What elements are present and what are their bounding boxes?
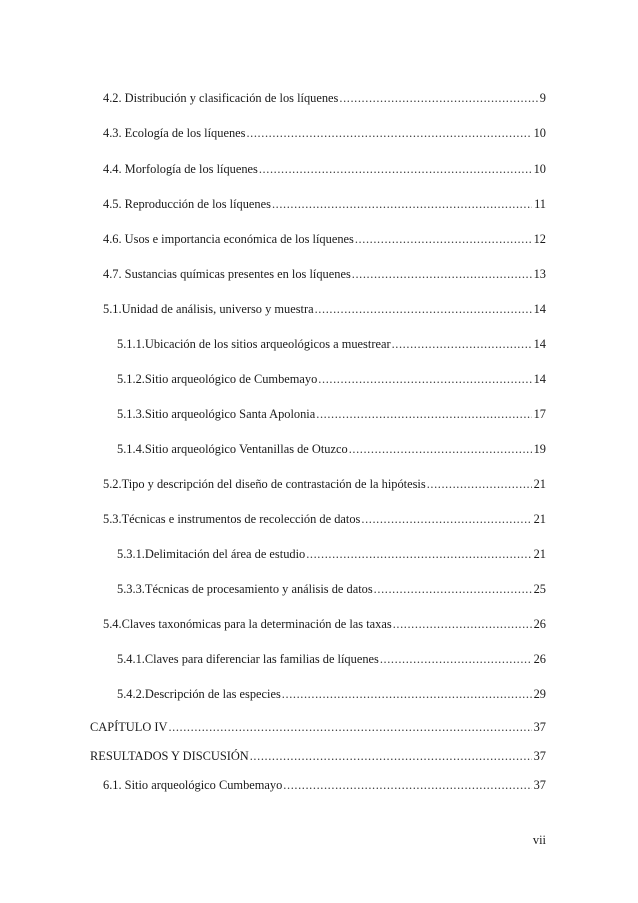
toc-entry-page: 13 [533, 267, 546, 281]
toc-dot-leader [318, 370, 531, 388]
toc-entry-page: 29 [533, 687, 546, 701]
toc-entry-page: 37 [533, 778, 546, 792]
toc-dot-leader [316, 405, 531, 423]
toc-entry-title: RESULTADOS Y DISCUSIÓN [90, 749, 249, 763]
toc-dot-leader [339, 89, 537, 107]
toc-dot-leader [250, 747, 532, 765]
toc-entry-5-3-1 [117, 545, 546, 563]
toc-entry-4-5 [103, 195, 546, 213]
toc-dot-leader [355, 230, 532, 248]
toc-entry-page: 14 [533, 372, 546, 386]
toc-entry-page: 21 [533, 477, 546, 491]
toc-dot-leader [315, 300, 532, 318]
toc-entry-5-1-2 [117, 370, 546, 388]
toc-entry-page: 11 [534, 197, 546, 211]
toc-entry-page: 26 [533, 652, 546, 666]
toc-entry-number: 5.1.2. [117, 372, 145, 386]
toc-entry-5-1 [103, 300, 546, 318]
toc-entry-title: Claves para diferenciar las familias de líquenes [144, 652, 379, 666]
toc-entry-title: Delimitación del área de estudio [144, 547, 306, 561]
toc-dot-leader [246, 124, 531, 142]
toc-entry-page: 21 [533, 547, 546, 561]
toc-entry-number: 5.1.4. [117, 442, 145, 456]
toc-entry-4-2 [103, 89, 546, 107]
toc-entry-5-1-4 [117, 440, 546, 458]
toc-dot-leader [282, 685, 532, 703]
toc-entry-page: 14 [533, 302, 546, 316]
toc-entry-title: CAPÍTULO IV [90, 720, 168, 734]
toc-entry-page: 12 [533, 232, 546, 246]
toc-entry-5-4 [103, 615, 546, 633]
toc-entry-4-6 [103, 230, 546, 248]
toc-entry-title: 4.3. Ecología de los líquenes [103, 126, 246, 140]
toc-entry-number: 5.3.1. [117, 547, 145, 561]
toc-dot-leader [392, 335, 532, 353]
toc-entry-page: 37 [533, 720, 546, 734]
toc-entry-title: 4.7. Sustancias químicas presentes en los líquenes [103, 267, 351, 281]
toc-entry-page: 19 [533, 442, 546, 456]
toc-entry-chapter-4 [90, 718, 546, 736]
toc-entry-number: 5.1.1. [117, 337, 145, 351]
toc-entry-5-2 [103, 475, 546, 493]
toc-entry-page: 17 [533, 407, 546, 421]
toc-dot-leader [393, 615, 532, 633]
toc-dot-leader [380, 650, 532, 668]
toc-dot-leader [283, 776, 531, 794]
toc-dot-leader [427, 475, 532, 493]
toc-entry-number: 5.4.2. [117, 687, 145, 701]
toc-entry-page: 10 [533, 126, 546, 140]
toc-dot-leader [259, 160, 532, 178]
toc-entry-number: 5.4. [103, 617, 122, 631]
page-number: vii [532, 833, 546, 847]
toc-entry-5-4-1 [117, 650, 546, 668]
toc-entry-title: 4.6. Usos e importancia económica de los líquenes [103, 232, 354, 246]
toc-entry-page: 37 [533, 749, 546, 763]
toc-entry-number: 5.2. [103, 477, 122, 491]
toc-entry-5-1-1 [117, 335, 546, 353]
toc-entry-results [90, 747, 546, 765]
toc-entry-5-4-2 [117, 685, 546, 703]
toc-entry-title: Unidad de análisis, universo y muestra [121, 302, 314, 316]
toc-entry-page: 14 [533, 337, 546, 351]
toc-entry-number: 5.3. [103, 512, 122, 526]
toc-entry-title: 4.4. Morfología de los líquenes [103, 162, 258, 176]
toc-entry-page: 21 [533, 512, 546, 526]
toc-entry-title: 4.2. Distribución y clasificación de los líquenes [103, 91, 339, 105]
toc-entry-5-1-3 [117, 405, 546, 423]
toc-entry-title: 6.1. Sitio arqueológico Cumbemayo [103, 778, 283, 792]
toc-entry-5-3-3 [117, 580, 546, 598]
toc-entry-number: 5.4.1. [117, 652, 145, 666]
toc-entry-page: 26 [533, 617, 546, 631]
toc-entry-title: Sitio arqueológico Santa Apolonia [144, 407, 316, 421]
toc-entry-title: Ubicación de los sitios arqueológicos a muestrear [144, 337, 391, 351]
toc-dot-leader [349, 440, 532, 458]
toc-entry-number: 5.1. [103, 302, 122, 316]
toc-entry-number: 5.1.3. [117, 407, 145, 421]
toc-entry-5-3 [103, 510, 546, 528]
toc-entry-page: 10 [533, 162, 546, 176]
toc-entry-title: Descripción de las especies [144, 687, 281, 701]
toc-dot-leader [272, 195, 532, 213]
toc-entry-page: 25 [533, 582, 546, 596]
toc-entry-page: 9 [539, 91, 546, 105]
toc-entry-title: Claves taxonómicas para la determinación de las taxas [121, 617, 392, 631]
toc-entry-4-7 [103, 265, 546, 283]
toc-dot-leader [352, 265, 532, 283]
toc-entry-title: Sitio arqueológico de Cumbemayo [144, 372, 318, 386]
toc-entry-4-3 [103, 124, 546, 142]
toc-dot-leader [374, 580, 532, 598]
toc-entry-title: Técnicas e instrumentos de recolección de datos [121, 512, 361, 526]
toc-entry-title: Tipo y descripción del diseño de contrastación de la hipótesis [121, 477, 426, 491]
toc-dot-leader [168, 718, 531, 736]
toc-dot-leader [361, 510, 531, 528]
toc-entry-4-4 [103, 160, 546, 178]
toc-entry-title: Sitio arqueológico Ventanillas de Otuzco [144, 442, 348, 456]
toc-entry-title: Técnicas de procesamiento y análisis de datos [144, 582, 373, 596]
toc-entry-title: 4.5. Reproducción de los líquenes [103, 197, 271, 211]
toc-entry-number: 5.3.3. [117, 582, 145, 596]
toc-entry-6-1 [103, 776, 546, 794]
toc-dot-leader [306, 545, 531, 563]
